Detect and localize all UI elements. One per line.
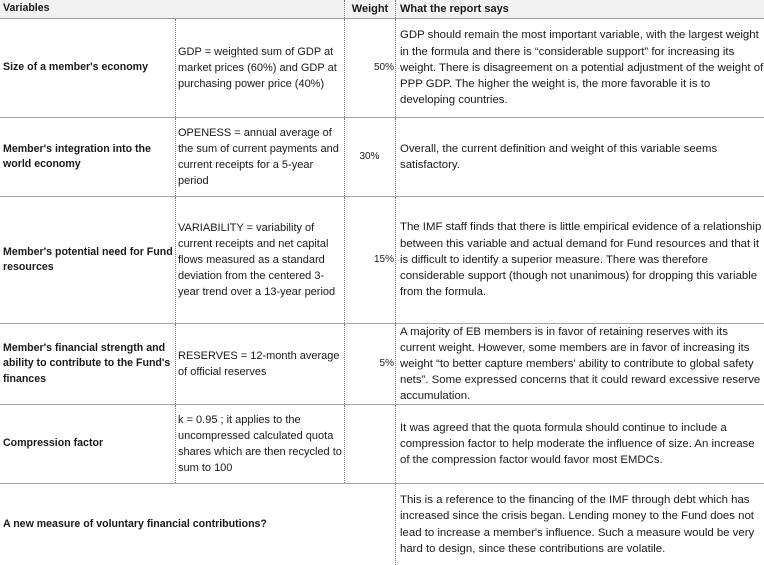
report-cell: A majority of EB members is in favor of retaining reserves with its current weight. However, some members are in favor of increasing its weight “to better capture members' ability to contribute to global safety nets”. Some expressed concerns that it could reward excessive reserve accumulation. <box>395 324 764 404</box>
weight-cell <box>344 405 395 483</box>
table-row-economy-size <box>0 19 764 118</box>
formula-cell: RESERVES = 12-month average of official reserves <box>175 324 344 404</box>
report-cell: It was agreed that the quota formula should continue to include a compression factor to help moderate the influence of size. An increase of the compression factor would favor most EMDCs. <box>395 405 764 483</box>
table-header-row <box>0 0 764 19</box>
table-row-reserves <box>0 324 764 405</box>
weight-cell: 30% <box>344 118 395 196</box>
formula-cell: GDP = weighted sum of GDP at market prices (60%) and GDP at purchasing power price (40%) <box>175 19 344 117</box>
variable-cell: Compression factor <box>3 437 104 450</box>
header-formula <box>175 0 344 18</box>
variable-cell: Member's financial strength and ability to contribute to the Fund's finances <box>3 341 171 385</box>
report-cell: The IMF staff finds that there is little empirical evidence of a relationship between this variable and actual demand for Fund resources and that it is difficult to identify a superior measure. There was therefore considerable support (though not unanimous) for dropping this variable from the formula. <box>395 197 764 323</box>
variable-cell: Member's integration into the world economy <box>3 142 151 170</box>
table-row-voluntary-contributions <box>0 484 764 565</box>
header-weight: Weight <box>344 0 395 18</box>
report-cell: This is a reference to the financing of the IMF through debt which has increased since the crisis began. Lending money to the Fund does not lead to increase a member's influence. Such a measure would be very hard to design, since these contributions are volatile. <box>395 484 764 565</box>
formula-cell: k = 0.95 ; it applies to the uncompressed calculated quota shares which are then recycled to sum to 100 <box>175 405 344 483</box>
header-report: What the report says <box>395 0 764 18</box>
formula-cell: OPENESS = annual average of the sum of current payments and current receipts for a 5-year period <box>175 118 344 196</box>
report-cell: GDP should remain the most important variable, with the largest weight in the formula and there is “considerable support” for increasing its weight. There is disagreement on a potential adjustment of the weight of PPP GDP. The higher the weight is, the more favorable it is to developing countries. <box>395 19 764 117</box>
header-variables: Variables <box>3 2 50 15</box>
table-row-compression <box>0 405 764 484</box>
variable-cell: A new measure of voluntary financial contributions? <box>3 517 267 530</box>
report-cell: Overall, the current definition and weight of this variable seems satisfactory. <box>395 118 764 196</box>
formula-cell: VARIABILITY = variability of current receipts and net capital flows measured as a standard deviation from the centered 3-year trend over a 13-year period <box>175 197 344 323</box>
variable-cell: Member's potential need for Fund resources <box>3 245 173 273</box>
weight-cell: 5% <box>344 324 395 404</box>
variable-cell: Size of a member's economy <box>3 61 148 74</box>
table-row-variability <box>0 197 764 324</box>
weight-cell: 50% <box>344 19 395 117</box>
weight-cell: 15% <box>344 197 395 323</box>
table-row-integration <box>0 118 764 197</box>
